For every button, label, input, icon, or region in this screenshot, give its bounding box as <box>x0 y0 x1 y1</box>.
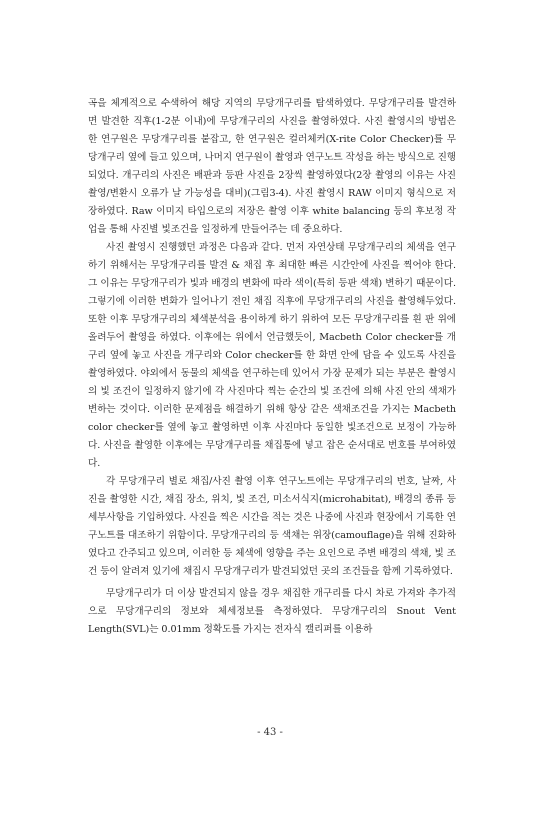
paragraph-4: 무당개구리가 더 이상 발견되지 않을 경우 채집한 개구리를 다시 차로 가져와 추가적으로 무당개구리의 정보와 체세정보를 측정하였다. 무당개구리의 Snout Vent Length(SVL)는 0.01mm 정확도를 가지는 전자식 캘리퍼를 이용하 <box>88 588 456 635</box>
paragraph-2: 사진 촬영시 진행했던 과정은 다음과 같다. 먼저 자연상태 무당개구리의 체색을 연구하기 위해서는 무당개구리를 발견 & 채집 후 최대한 빠른 시간안에 사진을 찍어야 한다. 그 이유는 무당개구리가 빛과 배경의 변화에 따라 색이(특히 등판 색채) 변하기 때문이다. 그렇기에 이러한 변화가 일어나기 전인 채집 직후에 무당개구리의 사진을 촬영해두었다. 또한 이후 무당개구리의 체색분석을 용이하게 하기 위하여 모든 무당개구리를 흰 판 위에 올려두어 촬영을 하였다. 이후에는 위에서 언급했듯이, Macbeth Color checker를 개구리 옆에 놓고 사진을 개구리와 Color checker를 한 화면 안에 담을 수 있도록 사진을 촬영하였다. 야외에서 동물의 체색을 연구하는데 있어서 가장 문제가 되는 부분은 촬영시의 빛 조건이 일정하지 않기에 각 사진마다 찍는 순간의 빛 조건에 의해 사진 안의 색채가 변하는 것이다. 이러한 문제점을 해결하기 위해 항상 같은 색채조건을 가지는 Macbeth color checker를 옆에 놓고 촬영하면 이후 사진마다 동일한 빛조건으로 보정이 가능하다. 사진을 촬영한 이후에는 무당개구리를 채집통에 넣고 잡은 순서대로 번호를 부여하였다. <box>88 242 456 469</box>
page-number: - 43 - <box>257 727 283 738</box>
paragraph-3: 각 무당개구리 별로 채집/사진 촬영 이후 연구노트에는 무당개구리의 번호, 날짜, 사진을 촬영한 시간, 채집 장소, 위치, 빛 조건, 미소서식지(microhabitat), 배경의 종류 등 세부사항을 기입하였다. 사진을 찍은 시간을 적는 것은 나중에 사진과 현장에서 기록한 연구노트를 대조하기 위함이다. 무당개구리의 등 색채는 위장(camouflage)을 위해 진화하였다고 간주되고 있으며, 이러한 등 체색에 영향을 주는 요인으로 주변 배경의 색채, 빛 조건 등이 알려져 있기에 채집시 무당개구리가 발견되었던 곳의 조건들을 함께 기록하였다. <box>88 476 456 577</box>
body-text <box>88 95 456 639</box>
paragraph-1: 곡을 체계적으로 수색하여 해당 지역의 무당개구리를 탐색하였다. 무당개구리를 발견하면 발견한 직후(1-2분 이내)에 무당개구리의 사진을 촬영하였다. 사진 촬영시의 방법은 한 연구원은 무당개구리를 붙잡고, 한 연구원은 컬러체커(X-rite Color Checker)를 무당개구리 옆에 들고 있으며, 나머지 연구원이 촬영과 연구노트 작성을 하는 방식으로 진행되었다. 개구리의 사진은 배판과 등판 사진을 2장씩 촬영하였다(2장 촬영의 이유는 사진촬영/변환시 오류가 날 가능성을 대비)(그림3-4). 사진 촬영시 RAW 이미지 형식으로 저장하였다. Raw 이미지 타입으로의 저장은 촬영 이후 white balancing 등의 후보정 작업을 통해 사진별 빛조건을 일정하게 만들어주는 데 중요하다. <box>88 98 456 235</box>
